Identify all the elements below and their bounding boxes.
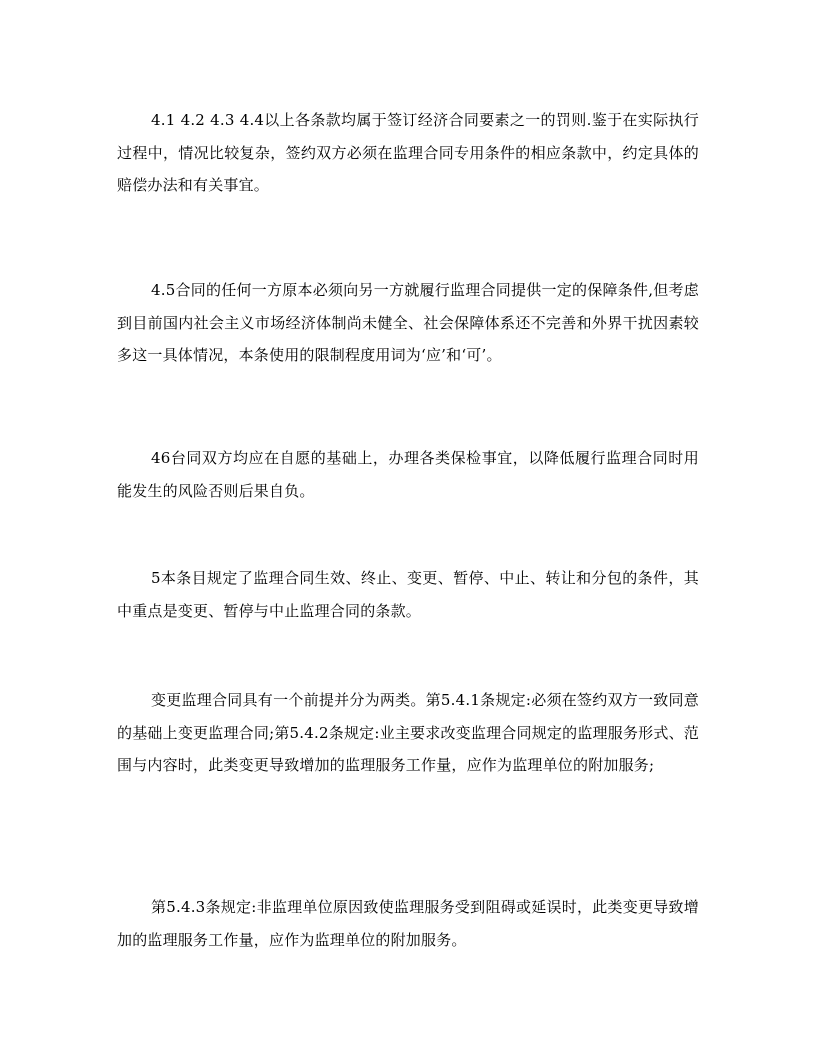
paragraph-4-1-to-4-4: 4.1 4.2 4.3 4.4以上各条款均属于签订经济合同要素之一的罚则.鉴于在实际执行过程中，情况比较复杂，签约双方必须在监理合同专用条件的相应条款中，约定具体的赔偿办法和有关事宜。 <box>117 111 699 194</box>
paragraph-5: 5本条目规定了监理合同生效、终止、变更、暂停、中止、转让和分包的条件，其中重点是变更、暂停与中止监理合同的条款。 <box>117 569 699 620</box>
paragraph-4-6: 46台同双方均应在自愿的基础上，办理各类保检事宜，以降低履行监理合同时用能发生的风险否则后果自负。 <box>117 449 699 500</box>
paragraph-change-contract: 变更监理合同具有一个前提并分为两类。第5.4.1条规定:必须在签约双方一致同意的基础上变更监理合同;第5.4.2条规定:业主要求改变监理合同规定的监理服务形式、范围与内容时，此类变更导致增加的监理服务工作量，应作为监理单位的附加服务; <box>117 691 699 774</box>
paragraph-5-4-3: 第5.4.3条规定:非监理单位原因致使监理服务受到阻碍或延误时，此类变更导致增加的监理服务工作量，应作为监理单位的附加服务。 <box>117 898 699 949</box>
paragraph-4-5: 4.5合同的任何一方原本必须向另一方就履行监理合同提供一定的保障条件,但考虑到目前国内社会主义市场经济体制尚未健全、社会保障体系还不完善和外界干扰因素较多这一具体情况，本条使用的限制程度用词为‘应’和‘可’。 <box>117 281 699 364</box>
